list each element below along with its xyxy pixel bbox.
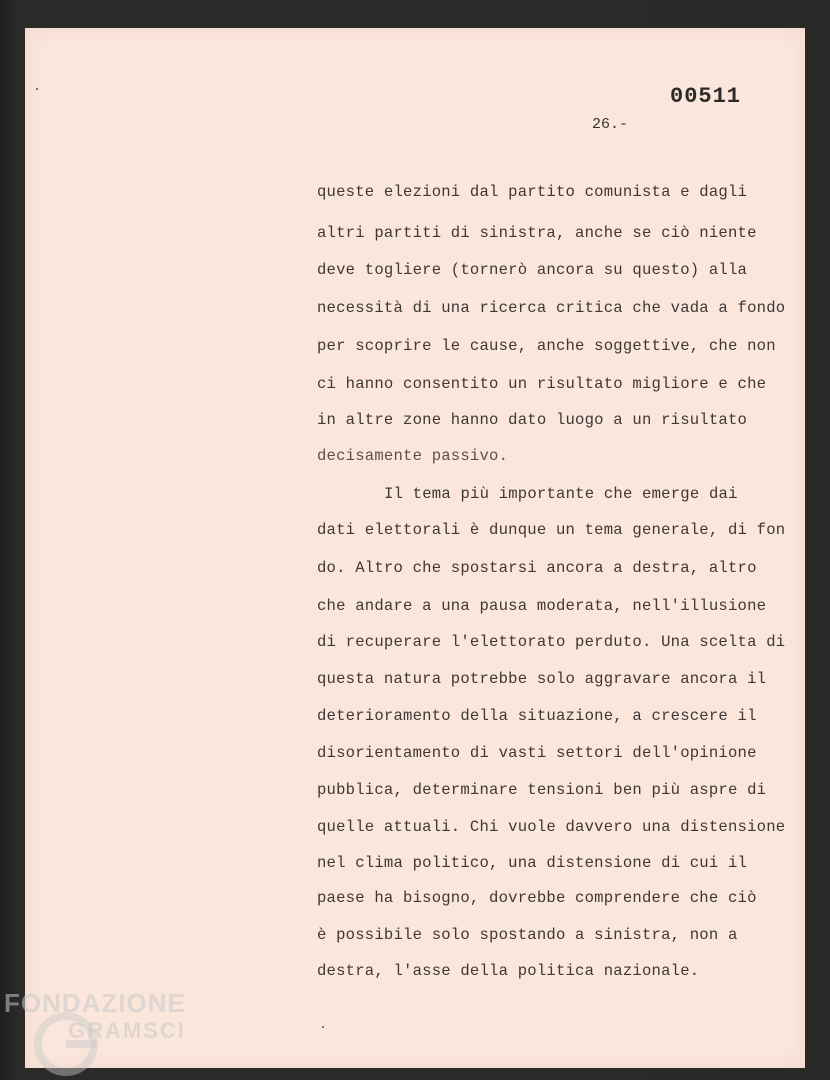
text-line: questa natura potrebbe solo aggravare ancora il: [317, 670, 767, 688]
text-line: disorientamento di vasti settori dell'opinione: [317, 744, 757, 762]
text-line: per scoprire le cause, anche soggettive, che non: [317, 337, 776, 355]
fondazione-gramsci-watermark: [4, 986, 214, 1076]
archive-number: 00511: [670, 84, 742, 109]
text-line: dati elettorali è dunque un tema generale, di fon: [317, 521, 786, 539]
text-line: necessità di una ricerca critica che vada a fondo: [317, 299, 786, 317]
watermark-line-1: FONDAZIONE: [4, 988, 186, 1018]
text-line: decisamente passivo.: [317, 447, 509, 465]
text-line: queste elezioni dal partito comunista e dagli: [317, 183, 748, 201]
text-line: deve togliere (tornerò ancora su questo) alla: [317, 261, 748, 279]
text-line: altri partiti di sinistra, anche se ciò niente: [317, 224, 757, 242]
text-line: pubblica, determinare tensioni ben più aspre di: [317, 781, 767, 799]
scan-speck: [322, 1026, 324, 1028]
watermark-line-2: GRAMSCI: [68, 1018, 186, 1043]
text-line: di recuperare l'elettorato perduto. Una scelta di: [317, 633, 786, 651]
text-line: che andare a una pausa moderata, nell'illusione: [317, 597, 767, 615]
text-line: nel clima politico, una distensione di cui il: [317, 854, 748, 872]
text-line: destra, l'asse della politica nazionale.: [317, 962, 700, 980]
text-line: in altre zone hanno dato luogo a un risultato: [317, 411, 748, 429]
text-line: Il tema più importante che emerge dai: [384, 485, 738, 503]
text-line: deterioramento della situazione, a crescere il: [317, 707, 757, 725]
text-line: do. Altro che spostarsi ancora a destra, altro: [317, 559, 757, 577]
scan-speck: [36, 88, 38, 90]
text-line: è possibile solo spostando a sinistra, non a: [317, 926, 738, 944]
text-line: ci hanno consentito un risultato migliore e che: [317, 375, 767, 393]
page-number: 26.-: [592, 116, 629, 133]
text-line: quelle attuali. Chi vuole davvero una distensione: [317, 818, 786, 836]
text-line: paese ha bisogno, dovrebbe comprendere che ciò: [317, 889, 757, 907]
